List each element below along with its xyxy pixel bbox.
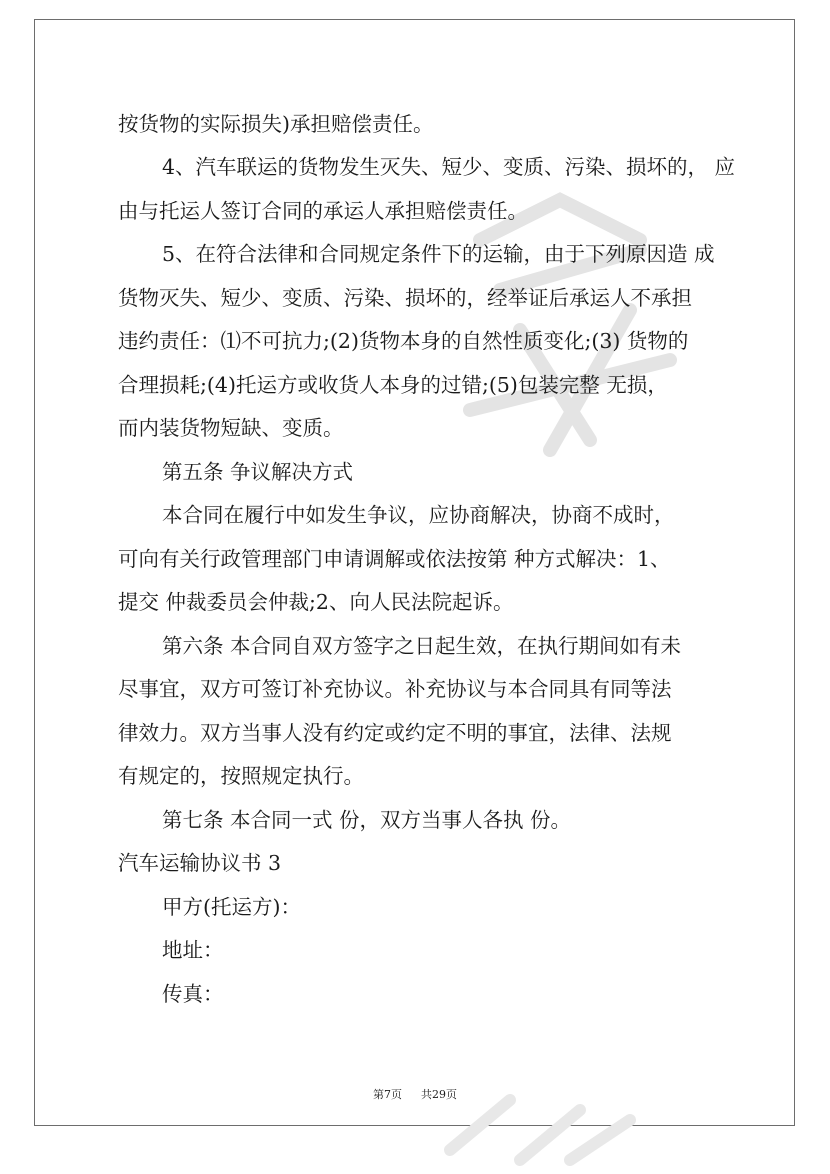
party-a-label: 甲方(托运方)： bbox=[162, 895, 301, 919]
text-line: 提交 仲裁委员会仲裁;2、向人民法院起诉。 bbox=[118, 590, 514, 614]
section-heading: 第五条 争议解决方式 bbox=[162, 460, 354, 484]
text-line: 按货物的实际损失)承担赔偿责任。 bbox=[118, 112, 434, 136]
fax-label: 传真： bbox=[162, 982, 224, 1006]
text-line: 货物灭失、短少、变质、污染、损坏的，经举证后承运人不承担 bbox=[118, 286, 692, 310]
text-line: 违约责任：⑴不可抗力;(2)货物本身的自然性质变化;(3) 货物的 bbox=[118, 329, 689, 353]
text-line: 第六条 本合同自双方签字之日起生效，在执行期间如有未 bbox=[162, 634, 682, 658]
text-line: 有规定的，按照规定执行。 bbox=[118, 764, 364, 788]
text-line: 可向有关行政管理部门申请调解或依法按第 种方式解决：1、 bbox=[118, 547, 671, 571]
text-line: 本合同在履行中如发生争议，应协商解决，协商不成时， bbox=[162, 503, 675, 527]
document-title: 汽车运输协议书 3 bbox=[118, 851, 282, 875]
page-frame bbox=[34, 19, 795, 1126]
page-total: 共29页 bbox=[421, 1088, 457, 1101]
text-line: 尽事宜，双方可签订补充协议。补充协议与本合同具有同等法 bbox=[118, 677, 672, 701]
text-line: 而内装货物短缺、变质。 bbox=[118, 416, 344, 440]
text-line: 5、在符合法律和合同规定条件下的运输，由于下列原因造 成 bbox=[162, 242, 715, 266]
text-line: 第七条 本合同一式 份，双方当事人各执 份。 bbox=[162, 808, 572, 832]
text-line: 由与托运人签订合同的承运人承担赔偿责任。 bbox=[118, 199, 528, 223]
text-line: 4、汽车联运的货物发生灭失、短少、变质、污染、损坏的， 应 bbox=[162, 155, 736, 179]
page-footer bbox=[0, 1086, 830, 1102]
address-label: 地址： bbox=[162, 938, 224, 962]
text-line: 合理损耗;(4)托运方或收货人本身的过错;(5)包装完整 无损， bbox=[118, 373, 668, 397]
page-number: 第7页 bbox=[373, 1088, 402, 1101]
text-line: 律效力。双方当事人没有约定或约定不明的事宜，法律、法规 bbox=[118, 721, 672, 745]
